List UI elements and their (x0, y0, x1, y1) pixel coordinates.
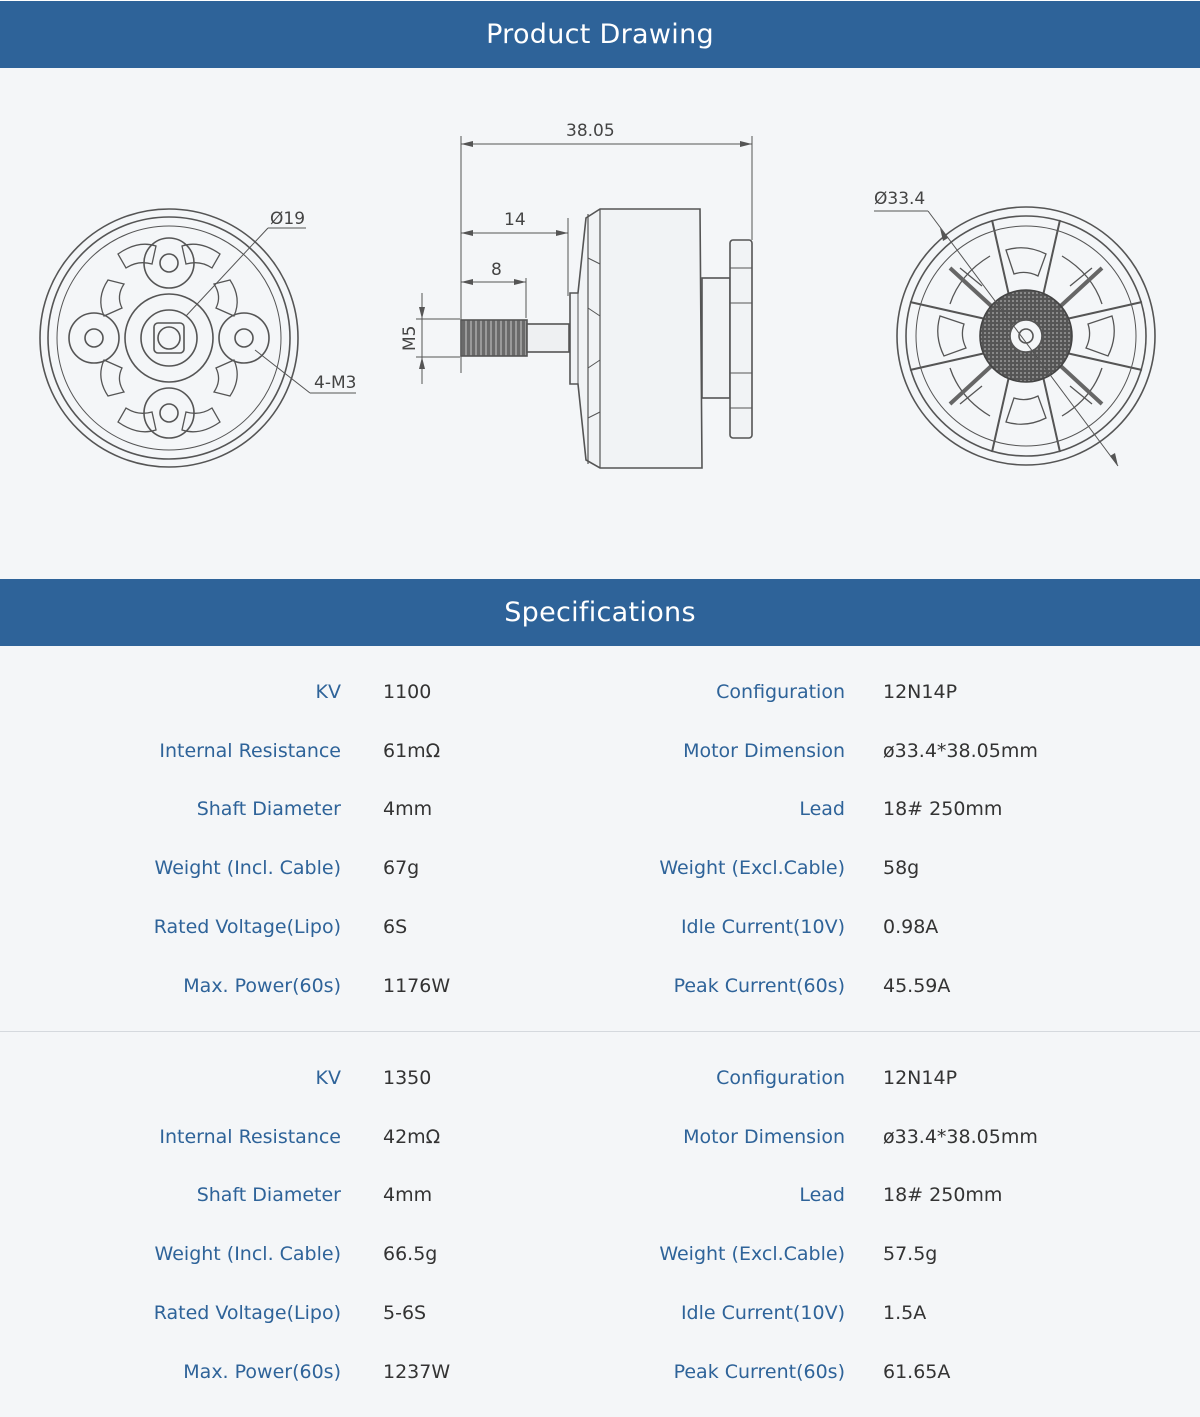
spec-label-left: Max. Power(60s) (183, 974, 341, 997)
shaft-length-label: 8 (491, 260, 502, 280)
bell-diameter-label: Ø33.4 (874, 189, 926, 209)
thread-size-label: M5 (400, 325, 420, 351)
spec-label-right: Configuration (716, 681, 845, 703)
spec-value-left: 6S (383, 915, 408, 938)
specifications-title: Specifications (504, 597, 696, 628)
spec-row (0, 1225, 1200, 1283)
spec-row (0, 839, 1200, 897)
base-length-label: 14 (504, 210, 526, 230)
specifications-panel (0, 646, 1200, 1417)
spec-value-right: 58g (883, 857, 920, 880)
spec-value-right: ø33.4*38.05mm (883, 739, 1038, 762)
spec-row (0, 957, 1200, 1015)
spec-value-right: 18# 250mm (883, 798, 1003, 821)
spec-group-kv1100 (0, 663, 1200, 1015)
spec-label-left: Rated Voltage(Lipo) (153, 915, 341, 938)
spec-group-divider (0, 1031, 1200, 1032)
spec-row (0, 1049, 1200, 1107)
spec-value-left: 42mΩ (383, 1125, 441, 1148)
spec-label-left: Max. Power(60s) (183, 1360, 341, 1383)
bottom-view-drawing (40, 209, 356, 467)
spec-label-right: Idle Current(10V) (680, 1301, 845, 1324)
spec-label-right: Peak Current(60s) (673, 974, 845, 997)
spec-value-right: 0.98A (883, 915, 939, 938)
spec-row (0, 1284, 1200, 1342)
spec-label-right: Motor Dimension (683, 1125, 845, 1148)
spec-value-left: 4mm (383, 798, 433, 821)
spec-label-left: Shaft Diameter (196, 1184, 341, 1207)
spec-value-left: 1176W (383, 974, 451, 997)
side-view-drawing (416, 136, 752, 468)
spec-label-right: Idle Current(10V) (680, 915, 845, 938)
spec-label-left: KV (315, 1067, 341, 1089)
spec-label-left: Internal Resistance (159, 1125, 341, 1148)
spec-value-right: 61.65A (883, 1360, 951, 1383)
product-drawing-panel (0, 68, 1200, 579)
motor-technical-drawing (0, 68, 1200, 579)
spec-label-left: Rated Voltage(Lipo) (153, 1301, 341, 1324)
spec-row (0, 898, 1200, 956)
spec-group-kv1350 (0, 1049, 1200, 1401)
front-diameter-label: Ø19 (270, 209, 306, 229)
spec-label-left: KV (315, 681, 341, 703)
spec-value-left: 1100 (383, 681, 432, 703)
mount-holes-label: 4-M3 (314, 373, 357, 393)
spec-label-right: Weight (Excl.Cable) (659, 1243, 845, 1266)
spec-row (0, 780, 1200, 838)
total-length-label: 38.05 (566, 121, 615, 141)
spec-row (0, 1166, 1200, 1224)
spec-label-right: Motor Dimension (683, 739, 845, 762)
specifications-header (0, 579, 1200, 646)
spec-value-left: 1237W (383, 1360, 451, 1383)
spec-label-right: Weight (Excl.Cable) (659, 857, 845, 880)
spec-label-left: Shaft Diameter (196, 798, 341, 821)
spec-value-left: 1350 (383, 1067, 432, 1089)
product-drawing-title: Product Drawing (486, 19, 714, 50)
spec-value-right: 12N14P (883, 1067, 958, 1089)
spec-row (0, 1108, 1200, 1166)
spec-label-left: Weight (Incl. Cable) (154, 857, 341, 880)
spec-label-right: Peak Current(60s) (673, 1360, 845, 1383)
spec-value-right: 57.5g (883, 1243, 938, 1266)
spec-value-right: 1.5A (883, 1301, 927, 1324)
spec-value-right: 45.59A (883, 974, 951, 997)
spec-row (0, 722, 1200, 780)
spec-label-right: Lead (799, 1184, 845, 1207)
spec-label-left: Internal Resistance (159, 739, 341, 762)
spec-value-left: 4mm (383, 1184, 433, 1207)
spec-value-right: 18# 250mm (883, 1184, 1003, 1207)
spec-value-right: ø33.4*38.05mm (883, 1125, 1038, 1148)
spec-value-right: 12N14P (883, 681, 958, 703)
spec-value-left: 5-6S (383, 1301, 427, 1324)
product-drawing-header (0, 1, 1200, 68)
spec-row (0, 1343, 1200, 1401)
spec-value-left: 66.5g (383, 1243, 438, 1266)
spec-value-left: 61mΩ (383, 739, 441, 762)
spec-value-left: 67g (383, 857, 420, 880)
spec-label-left: Weight (Incl. Cable) (154, 1243, 341, 1266)
spec-label-right: Configuration (716, 1067, 845, 1089)
top-view-drawing (874, 207, 1155, 466)
spec-label-right: Lead (799, 798, 845, 821)
spec-row (0, 663, 1200, 721)
